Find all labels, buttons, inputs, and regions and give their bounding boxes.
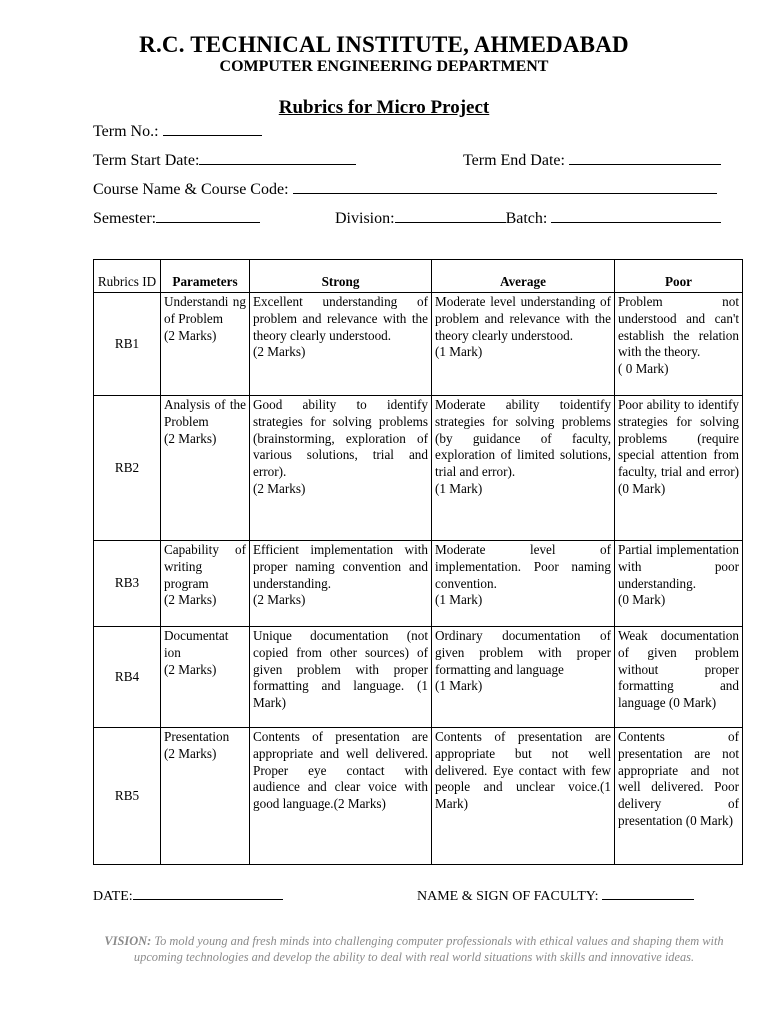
header-poor: Poor <box>615 260 743 293</box>
rubric-parameter: Understandi ng of Problem (2 Marks) <box>161 293 250 396</box>
rubric-poor: Contents of presentation are not appropriate and not well delivered. Poor delivery of presentation (0 Mark) <box>615 728 743 865</box>
term-no-label: Term No.: <box>93 123 159 140</box>
rubric-parameter: Documentat ion (2 Marks) <box>161 627 250 728</box>
rubric-strong: Unique documentation (not copied from other sources) of given problem with proper formatting and language. (1 Mark) <box>250 627 432 728</box>
table-row <box>94 293 743 396</box>
institute-title: R.C. TECHNICAL INSTITUTE, AHMEDABAD <box>139 32 629 57</box>
course-field <box>93 179 717 199</box>
vision-statement <box>100 933 728 966</box>
course-label: Course Name & Course Code: <box>93 181 289 198</box>
batch-label: Batch: <box>505 210 548 227</box>
faculty-sign-blank[interactable] <box>602 887 694 900</box>
rubric-id: RB3 <box>94 541 161 627</box>
faculty-sign-label: NAME & SIGN OF FACULTY: <box>417 889 599 904</box>
table-row <box>94 396 743 541</box>
header-rubrics-id: Rubrics ID <box>94 260 161 293</box>
batch-blank[interactable] <box>551 208 721 223</box>
header-strong: Strong <box>250 260 432 293</box>
rubric-poor: Partial implementation with poor understanding. (0 Mark) <box>615 541 743 627</box>
rubric-id: RB4 <box>94 627 161 728</box>
division-label: Division: <box>335 210 395 227</box>
term-start-field <box>93 150 356 170</box>
rubric-strong: Good ability to identify strategies for solving problems (brainstorming, exploration of various solutions, trial and error). (2 Marks) <box>250 396 432 541</box>
rubric-id: RB5 <box>94 728 161 865</box>
table-row <box>94 541 743 627</box>
table-header-row <box>94 260 743 293</box>
rubric-average: Ordinary documentation of given problem with proper formatting and language (1 Mark) <box>432 627 615 728</box>
division-field <box>335 208 721 228</box>
header-average: Average <box>432 260 615 293</box>
vision-text: To mold young and fresh minds into challenging computer professionals with ethical values and shaping them with upcoming technologies and develop the ability to deal with real world situations with skills and innovative ideas. <box>133 934 724 965</box>
rubric-average: Moderate ability toidentify strategies for solving problems (by guidance of faculty, exploration of limited solutions, trial and error). (1 Mark) <box>432 396 615 541</box>
term-end-label: Term End Date: <box>463 152 565 169</box>
header-parameters: Parameters <box>161 260 250 293</box>
rubric-poor: Weak documentation of given problem without proper formatting and language (0 Mark) <box>615 627 743 728</box>
term-end-field <box>463 150 721 170</box>
department-subtitle: COMPUTER ENGINEERING DEPARTMENT <box>219 58 549 75</box>
rubrics-heading <box>0 97 768 119</box>
rubric-average: Moderate level understanding of problem and relevance with the theory clearly understood. (1 Mark) <box>432 293 615 396</box>
rubric-parameter: Capability of writing program (2 Marks) <box>161 541 250 627</box>
semester-blank[interactable] <box>156 208 260 223</box>
term-start-blank[interactable] <box>199 150 356 165</box>
rubric-id: RB2 <box>94 396 161 541</box>
rubric-strong: Excellent understanding of problem and relevance with the theory clearly understood. (2 Marks) <box>250 293 432 396</box>
date-blank[interactable] <box>133 887 283 900</box>
rubric-parameter: Analysis of the Problem (2 Marks) <box>161 396 250 541</box>
term-no-field <box>93 121 262 141</box>
division-blank[interactable] <box>395 208 506 223</box>
rubric-strong: Efficient implementation with proper naming convention and understanding. (2 Marks) <box>250 541 432 627</box>
faculty-sign-field <box>417 887 694 905</box>
semester-label: Semester: <box>93 210 157 227</box>
table-row <box>94 728 743 865</box>
rubric-poor: Problem not understood and can't establish the relation with the theory. ( 0 Mark) <box>615 293 743 396</box>
rubric-poor: Poor ability to identify strategies for solving problems (require special attention from faculty, trial and error) (0 Mark) <box>615 396 743 541</box>
term-end-blank[interactable] <box>569 150 721 165</box>
semester-field <box>93 208 260 228</box>
rubric-average: Contents of presentation are appropriate but not well delivered. Eye contact with few people and unclear voice.(1 Mark) <box>432 728 615 865</box>
table-row <box>94 627 743 728</box>
rubric-id: RB1 <box>94 293 161 396</box>
course-blank[interactable] <box>293 179 717 194</box>
rubrics-heading-text: Rubrics for Micro Project <box>278 97 490 118</box>
term-start-label: Term Start Date: <box>93 152 200 169</box>
rubric-strong: Contents of presentation are appropriate and well delivered. Proper eye contact with audience and clear voice with good language.(2 Marks) <box>250 728 432 865</box>
rubric-parameter: Presentation (2 Marks) <box>161 728 250 865</box>
rubric-average: Moderate level of implementation. Poor naming convention. (1 Mark) <box>432 541 615 627</box>
date-label: DATE: <box>93 889 133 904</box>
vision-label: VISION: <box>104 934 152 948</box>
date-field <box>93 887 283 905</box>
term-no-blank[interactable] <box>163 121 262 136</box>
rubrics-table <box>93 259 743 865</box>
